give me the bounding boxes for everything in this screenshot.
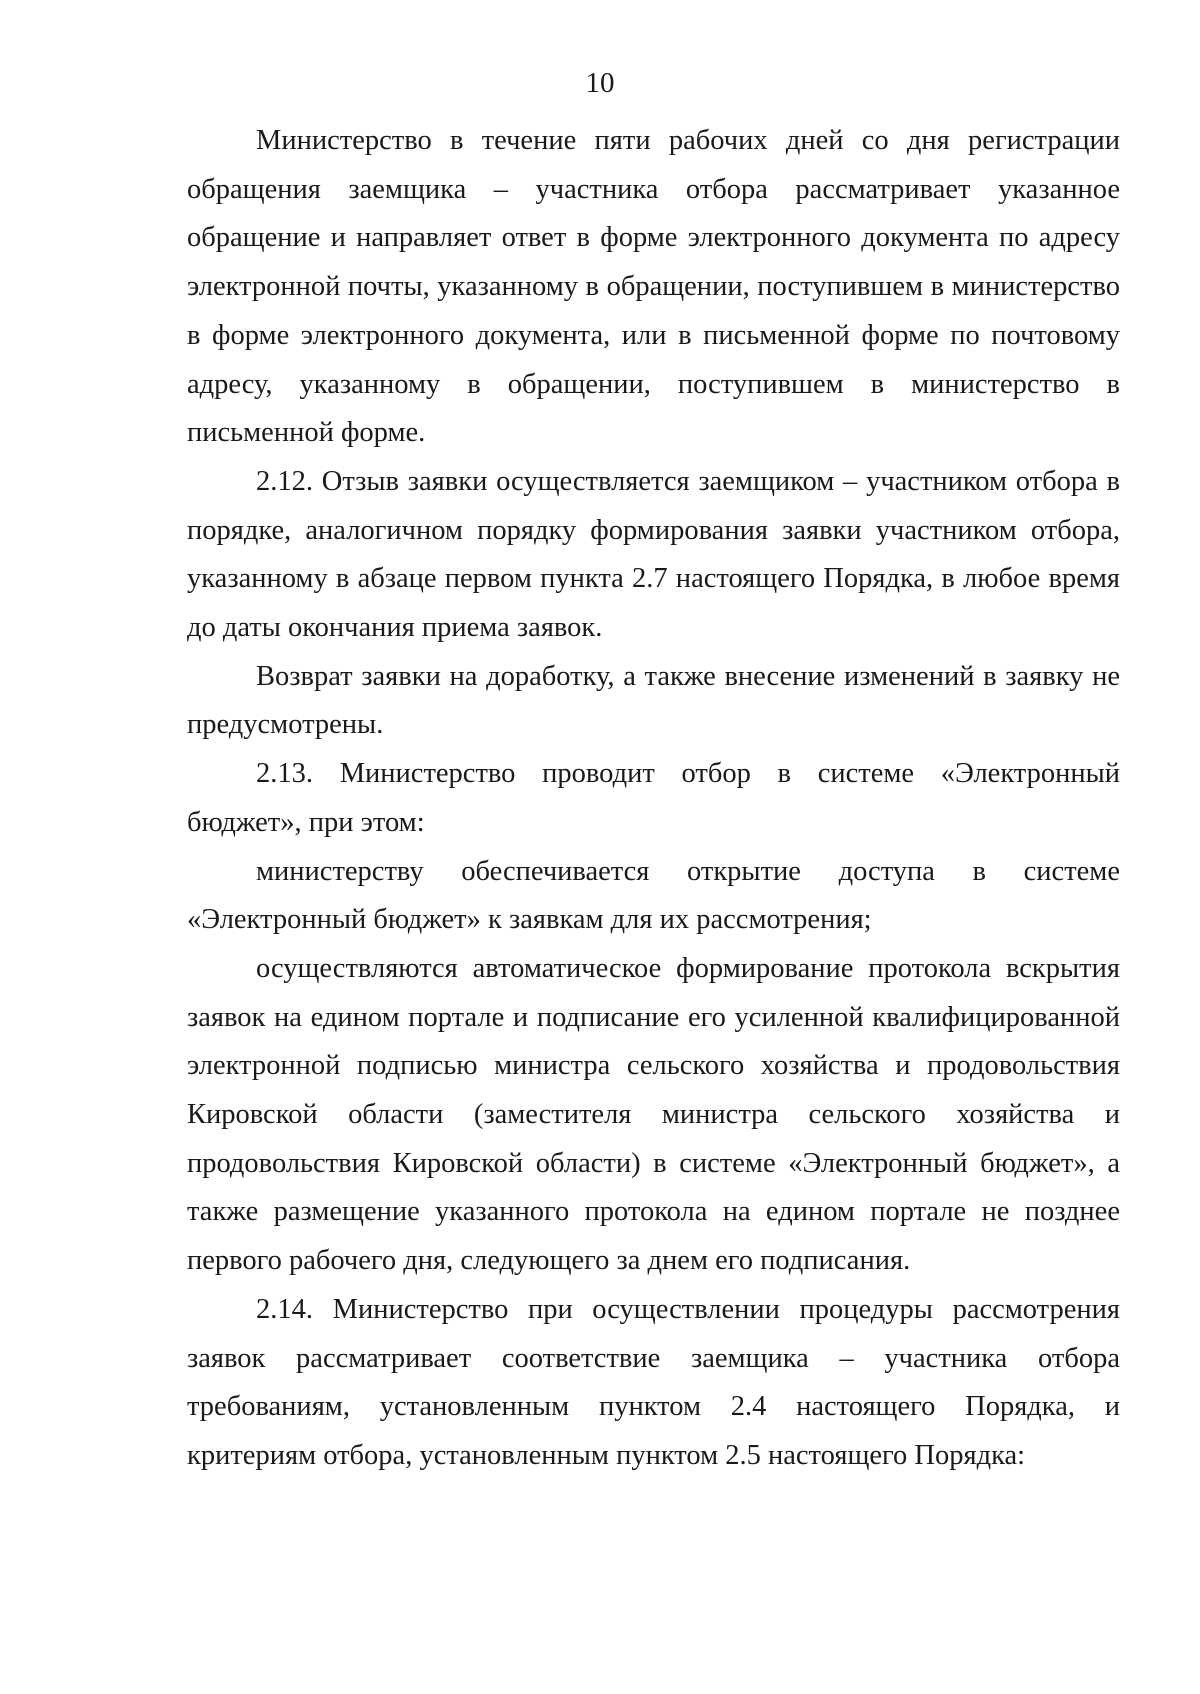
paragraph-ministry-response: Министерство в течение пяти рабочих дней со дня регистрации обращения заемщика – участника отбора рассматривает указанное обращение и направляет ответ в форме электронного документа по адресу электронной почты, указанному в обращении, поступившем в министерство в форме электронного документа, или в письменной форме по почтовому адресу, указанному в обращении, поступившем в министерство в письменной форме. bbox=[187, 125, 1120, 449]
document-body bbox=[187, 117, 1120, 1481]
paragraph-2-12: 2.12. Отзыв заявки осуществляется заемщиком – участником отбора в порядке, аналогичном порядку формирования заявки участником отбора, указанному в абзаце первом пункта 2.7 настоящего Порядка, в любое время до даты окончания приема заявок. bbox=[187, 465, 1120, 644]
paragraph-2-14: 2.14. Министерство при осуществлении процедуры рассмотрения заявок рассматривает соответствие заемщика – участника отбора требованиям, установленным пунктом 2.4 настоящего Порядка, и критериям отбора, установленным пунктом 2.5 настоящего Порядка: bbox=[187, 1293, 1120, 1471]
paragraph-return-application: Возврат заявки на доработку, а также внесение изменений в заявку не предусмотрены. bbox=[187, 660, 1120, 741]
paragraph-access-opening: министерству обеспечивается открытие доступа в системе «Электронный бюджет» к заявкам для их рассмотрения; bbox=[187, 855, 1120, 936]
page-number: 10 bbox=[585, 67, 615, 99]
paragraph-protocol-formation: осуществляются автоматическое формирование протокола вскрытия заявок на едином портале и подписание его усиленной квалифицированной электронной подписью министра сельского хозяйства и продовольствия Кировской области (заместителя министра сельского хозяйства и продовольствия Кировской области) в системе «Электронный бюджет», а также размещение указанного протокола на едином портале не позднее первого рабочего дня, следующего за днем его подписания. bbox=[187, 952, 1120, 1277]
paragraph-2-13: 2.13. Министерство проводит отбор в системе «Электронный бюджет», при этом: bbox=[187, 758, 1120, 838]
